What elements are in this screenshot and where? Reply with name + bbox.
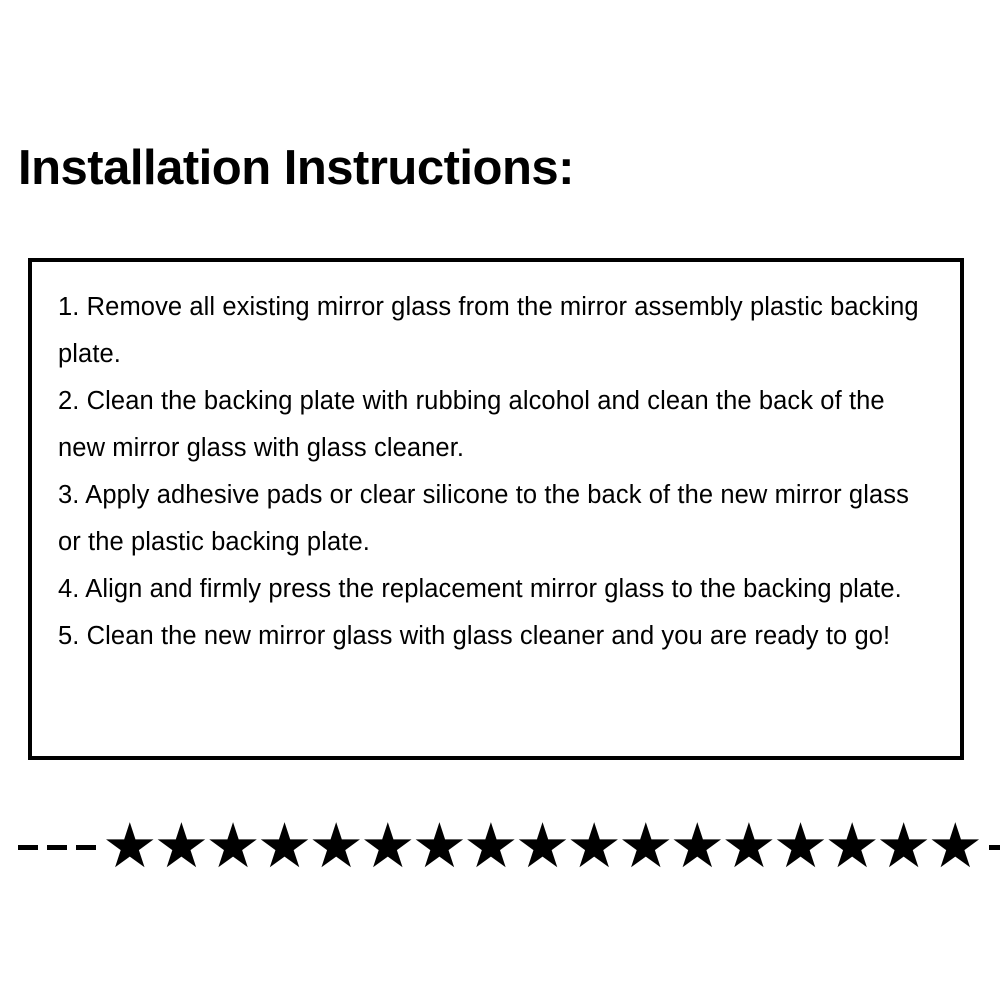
star-icon: ★	[463, 812, 519, 881]
star-icon: ★	[721, 812, 777, 881]
star-icon: ★	[256, 812, 313, 881]
star-icon: ★	[669, 812, 726, 881]
dash-icon	[47, 845, 67, 850]
page-title: Installation Instructions:	[18, 141, 574, 195]
instruction-step: 5. Clean the new mirror glass with glass cleaner and you are ready to go!	[58, 622, 891, 650]
instruction-step: 3. Apply adhesive pads or clear silicone to the back of the new mirror glass or the plastic backing plate.	[58, 481, 909, 556]
star-divider	[18, 812, 982, 882]
star-icon: ★	[617, 812, 674, 881]
star-icon: ★	[566, 812, 622, 881]
instruction-step: 1. Remove all existing mirror glass from the mirror assembly plastic backing plate.	[58, 293, 919, 368]
star-icon: ★	[824, 812, 880, 881]
star-icon: ★	[927, 812, 984, 881]
star-icon: ★	[359, 812, 416, 881]
dash-group-left	[18, 845, 96, 850]
instruction-step: 4. Align and firmly press the replacement mirror glass to the backing plate.	[58, 575, 902, 603]
star-icon: ★	[514, 812, 571, 881]
star-icon: ★	[875, 812, 932, 881]
star-icon: ★	[102, 812, 158, 881]
dash-icon	[989, 845, 1000, 850]
star-icon: ★	[153, 812, 210, 881]
star-icon: ★	[772, 812, 829, 881]
instructions-box	[28, 258, 964, 760]
star-icon: ★	[205, 812, 261, 881]
star-group	[102, 812, 984, 881]
dash-icon	[18, 845, 38, 850]
instruction-step: 2. Clean the backing plate with rubbing alcohol and clean the back of the new mirror glass with glass cleaner.	[58, 387, 885, 462]
star-icon: ★	[308, 812, 364, 881]
star-icon: ★	[411, 812, 468, 881]
dash-icon	[76, 845, 96, 850]
dash-group-right	[989, 845, 1000, 850]
